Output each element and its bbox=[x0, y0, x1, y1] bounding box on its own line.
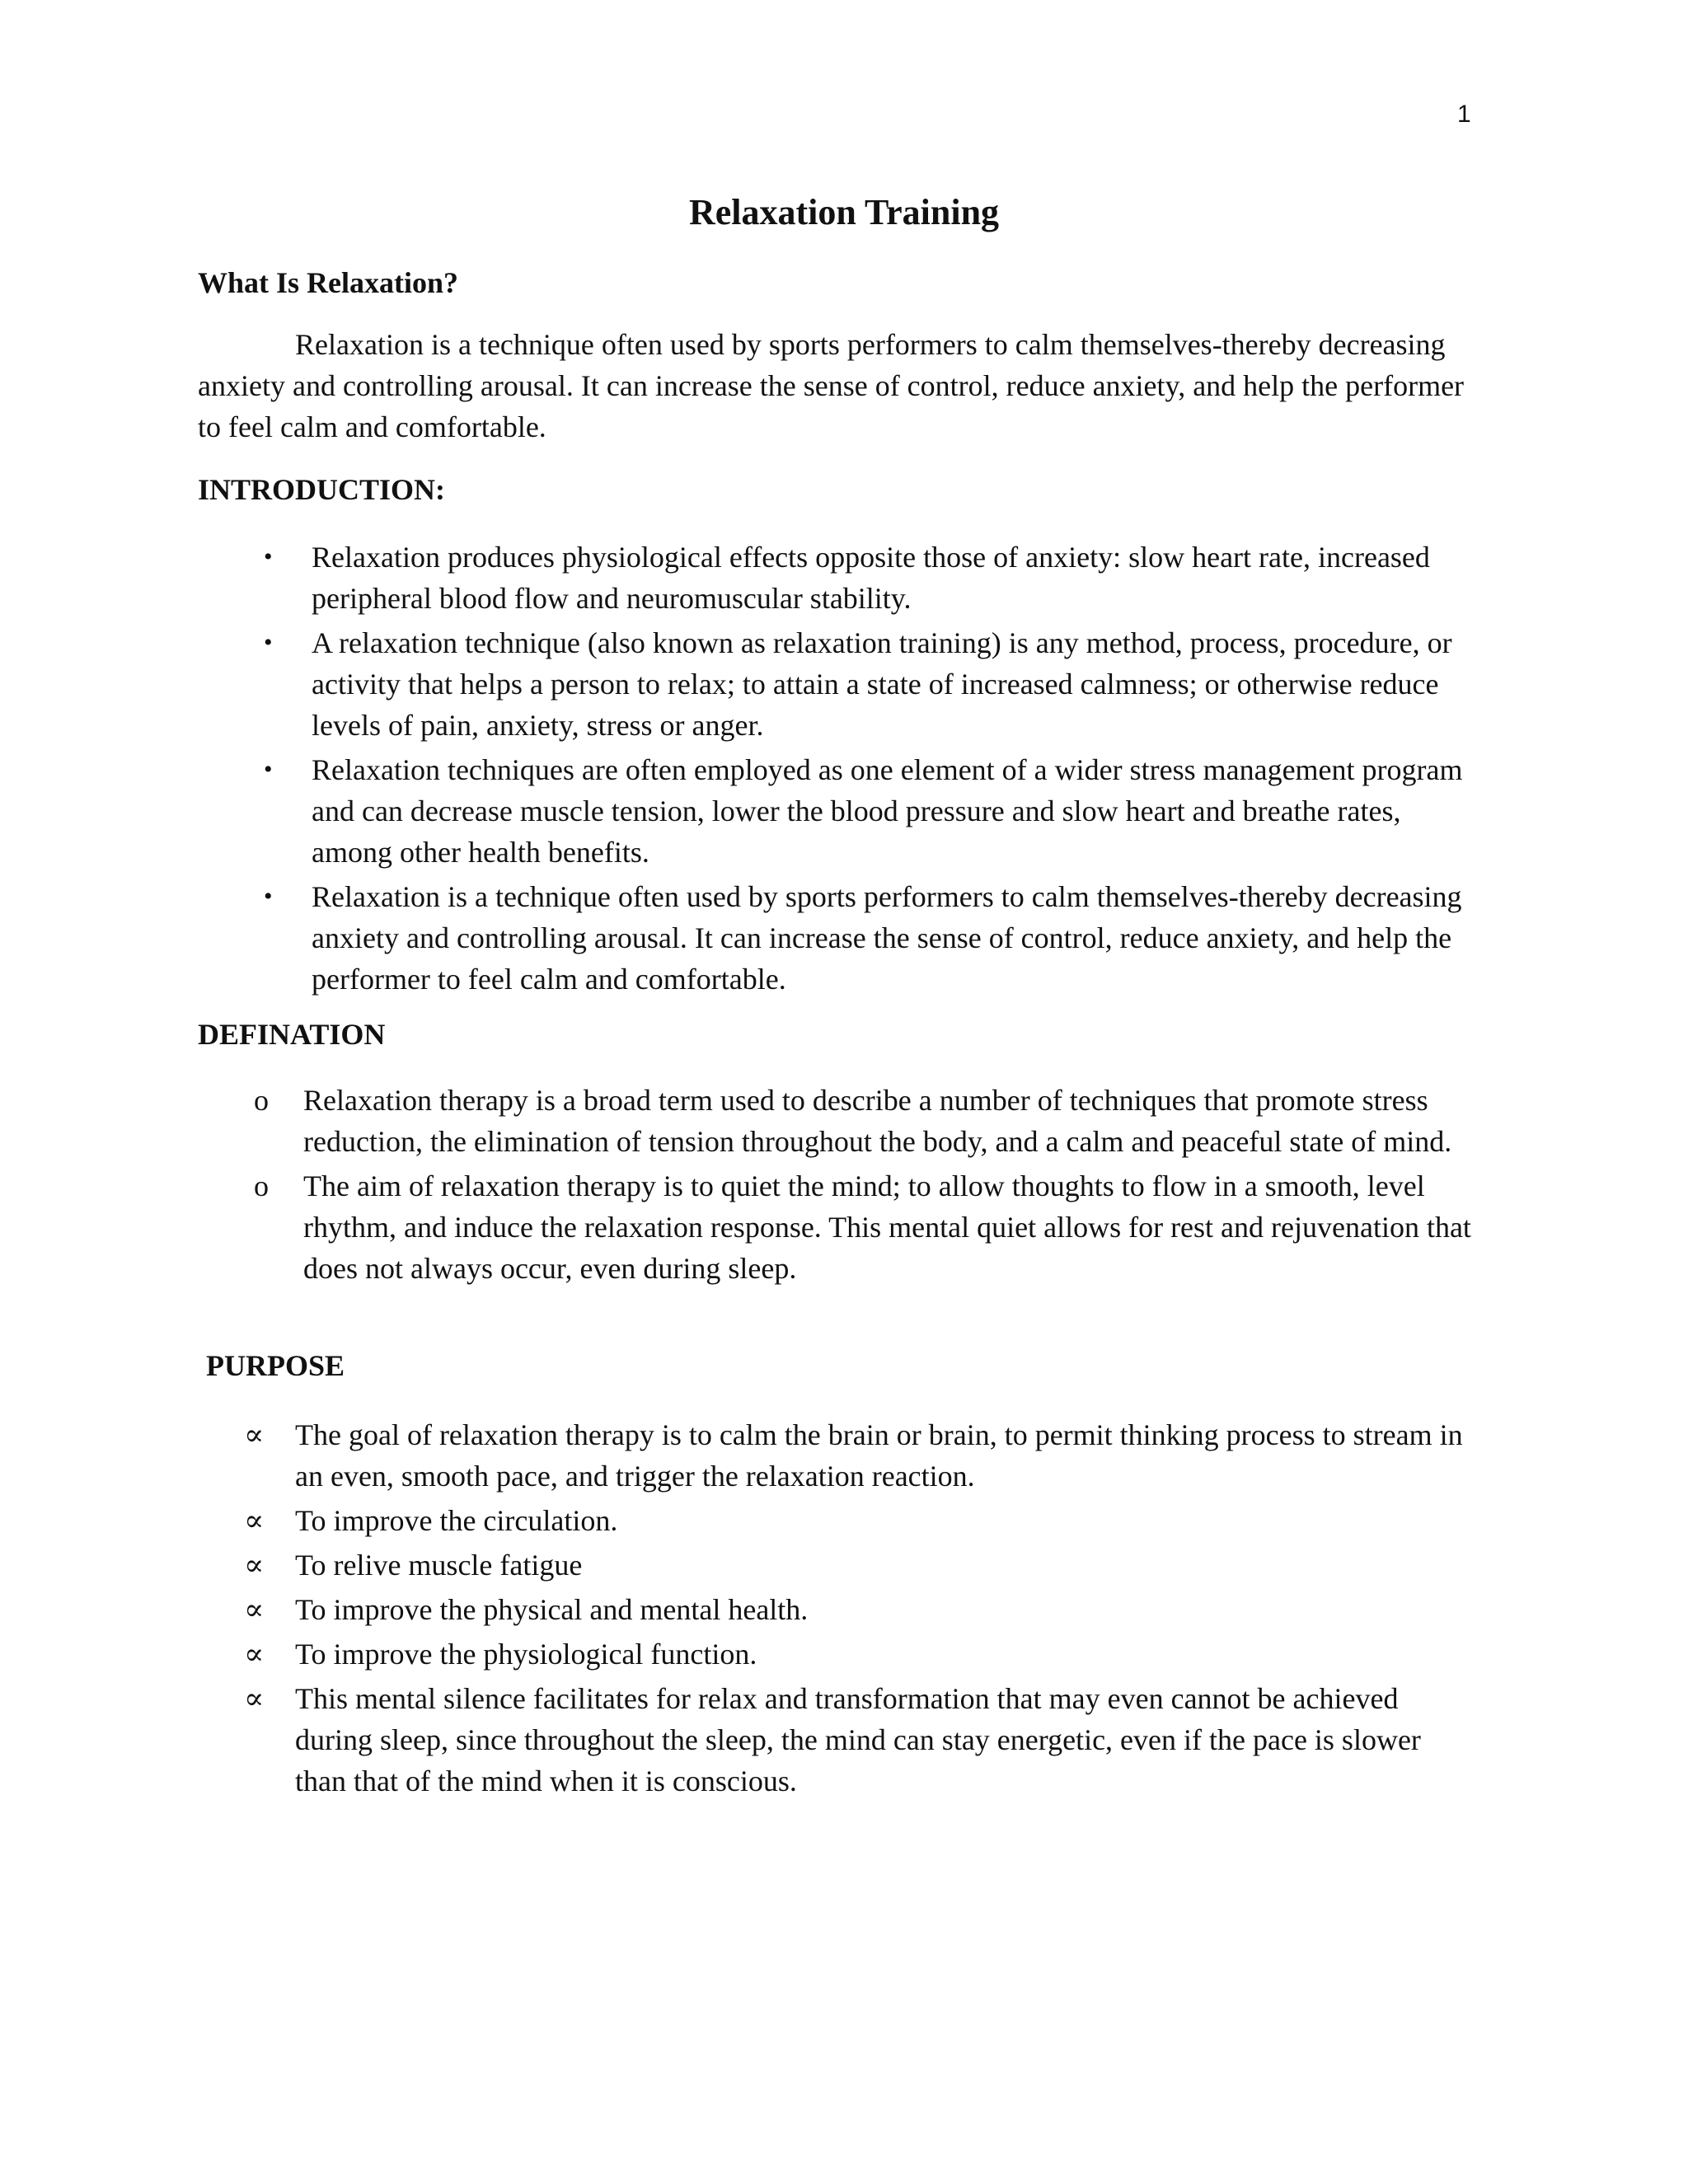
introduction-list bbox=[264, 537, 1474, 1003]
list-item: ∝ This mental silence facilitates for relax and transformation that may even cannot be achieved during sleep, since throughout the sleep, the mind can stay energetic, even if the pace is slower than that of the mind when it is conscious. bbox=[295, 1678, 1474, 1802]
list-item: ∝ To improve the physiological function. bbox=[295, 1633, 1474, 1675]
list-item: ∝ The goal of relaxation therapy is to calm the brain or brain, to permit thinking process to stream in an even, smooth pace, and trigger the relaxation reaction. bbox=[295, 1414, 1474, 1497]
bullet-icon: • bbox=[264, 883, 273, 910]
heading-purpose: PURPOSE bbox=[206, 1349, 345, 1382]
document-title: Relaxation Training bbox=[688, 192, 1000, 232]
proportional-bullet-icon: ∝ bbox=[244, 1504, 265, 1537]
heading-introduction: INTRODUCTION: bbox=[198, 473, 446, 506]
page-number: 1 bbox=[1457, 101, 1471, 128]
list-item: • Relaxation produces physiological effects opposite those of anxiety: slow heart rate, increased peripheral blood flow and neuromuscular stability. bbox=[312, 537, 1474, 619]
list-item: ∝ To improve the circulation. bbox=[295, 1500, 1474, 1541]
what-is-relaxation-paragraph: Relaxation is a technique often used by sports performers to calm themselves-thereby decreasing anxiety and controlling arousal. It can increase the sense of control, reduce anxiety, and help the performer to feel calm and comfortable. bbox=[198, 328, 1465, 443]
proportional-bullet-icon: ∝ bbox=[244, 1682, 265, 1715]
definition-list bbox=[254, 1080, 1474, 1292]
circle-bullet-icon: o bbox=[254, 1084, 269, 1117]
bullet-icon: • bbox=[264, 543, 273, 570]
list-item: • Relaxation techniques are often employed as one element of a wider stress management program and can decrease muscle tension, lower the blood pressure and slow heart and breathe rates, among other health benefits. bbox=[312, 749, 1474, 873]
proportional-bullet-icon: ∝ bbox=[244, 1593, 265, 1626]
list-item: • A relaxation technique (also known as relaxation training) is any method, process, procedure, or activity that helps a person to relax; to attain a state of increased calmness; or otherwise reduce levels of pain, anxiety, stress or anger. bbox=[312, 622, 1474, 746]
proportional-bullet-icon: ∝ bbox=[244, 1638, 265, 1671]
circle-bullet-icon: o bbox=[254, 1169, 269, 1202]
list-item: o Relaxation therapy is a broad term used to describe a number of techniques that promote stress reduction, the elimination of tension throughout the body, and a calm and peaceful state of mind. bbox=[303, 1080, 1474, 1162]
proportional-bullet-icon: ∝ bbox=[244, 1549, 265, 1582]
purpose-list bbox=[244, 1414, 1474, 1805]
bullet-icon: • bbox=[264, 756, 273, 783]
list-item: o The aim of relaxation therapy is to quiet the mind; to allow thoughts to flow in a smooth, level rhythm, and induce the relaxation response. This mental quiet allows for rest and rejuvenation that does not always occur, even during sleep. bbox=[303, 1165, 1474, 1289]
list-item: ∝ To relive muscle fatigue bbox=[295, 1544, 1474, 1586]
proportional-bullet-icon: ∝ bbox=[244, 1418, 265, 1451]
heading-definition: DEFINATION bbox=[198, 1018, 386, 1051]
list-item: • Relaxation is a technique often used by sports performers to calm themselves-thereby decreasing anxiety and controlling arousal. It can increase the sense of control, reduce anxiety, and help the performer to feel calm and comfortable. bbox=[312, 876, 1474, 1000]
bullet-icon: • bbox=[264, 629, 273, 656]
heading-what-is-relaxation: What Is Relaxation? bbox=[198, 266, 459, 299]
list-item: ∝ To improve the physical and mental health. bbox=[295, 1589, 1474, 1630]
